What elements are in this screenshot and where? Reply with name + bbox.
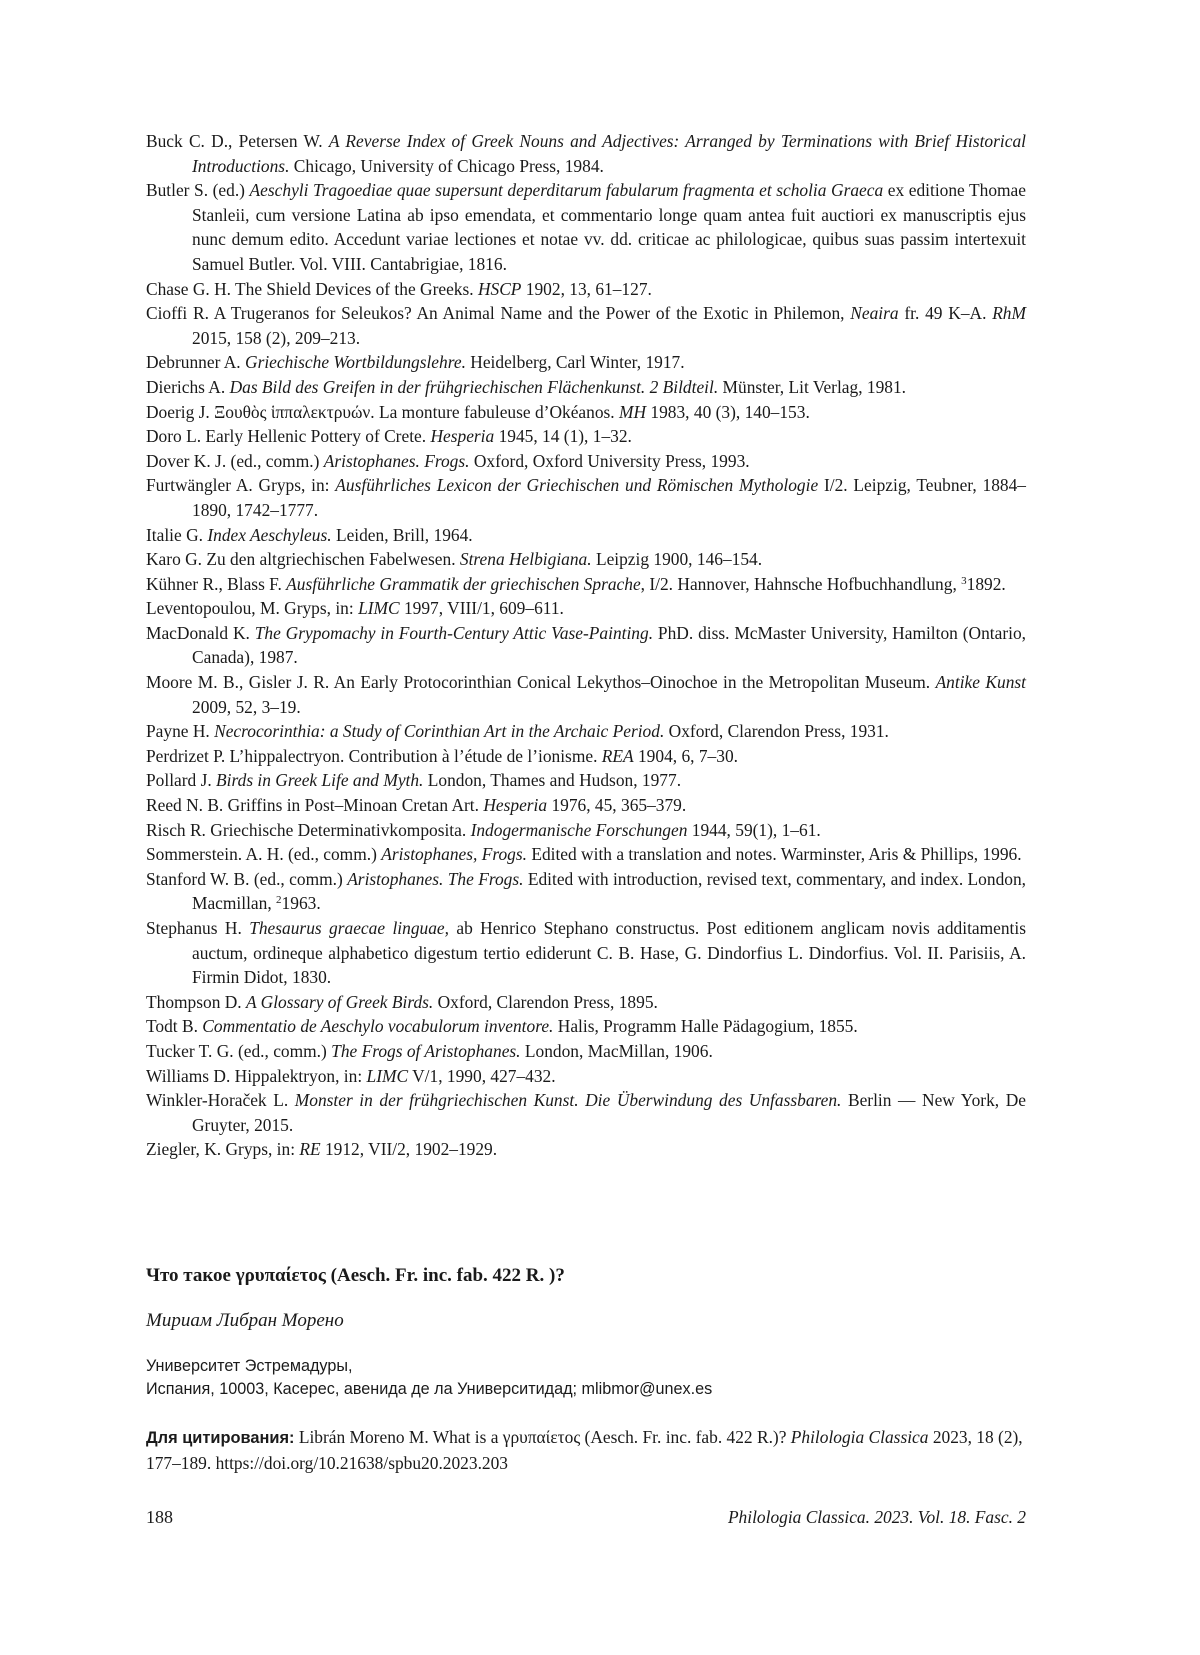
reference-text: I/2. Leipzig, Teubner, 1884–1890, 1742–1777. bbox=[192, 475, 1026, 520]
reference-text: 1902, 13, 61–127. bbox=[521, 278, 652, 299]
reference-text: Payne H. bbox=[146, 721, 215, 742]
reference-entry bbox=[146, 596, 1026, 621]
reference-text: Doro L. Early Hellenic Pottery of Crete. bbox=[146, 426, 431, 447]
reference-text: Chicago, University of Chicago Press, 1984. bbox=[289, 155, 604, 176]
reference-title: Hesperia bbox=[430, 426, 495, 447]
reference-entry bbox=[146, 178, 1026, 276]
reference-text: Perdrizet P. L’hippalectryon. Contribution à l’étude de l’ionisme. bbox=[146, 745, 602, 766]
reference-text: 1904, 6, 7–30. bbox=[633, 745, 738, 766]
reference-text: Williams D. Hippalektryon, in: bbox=[146, 1065, 367, 1086]
reference-text: 1997, VIII/1, 609–611. bbox=[399, 598, 564, 619]
reference-text: Sommerstein. A. H. (ed., comm.) bbox=[146, 844, 382, 865]
reference-entry bbox=[146, 1088, 1026, 1137]
reference-text: , I/2. Hannover, Hahnsche Hofbuchhandlung, bbox=[640, 573, 962, 594]
reference-entry bbox=[146, 842, 1026, 867]
reference-text: Ziegler, K. Gryps, in: bbox=[146, 1139, 300, 1160]
reference-text: Berlin — New York, De Gruyter, 2015. bbox=[192, 1090, 1026, 1135]
reference-text: Italie G. bbox=[146, 524, 208, 545]
reference-text: Winkler-Horaček L. bbox=[146, 1090, 295, 1111]
reference-text: Münster, Lit Verlag, 1981. bbox=[718, 376, 907, 397]
reference-text: 1944, 59(1), 1–61. bbox=[687, 819, 821, 840]
reference-text: 1892. bbox=[966, 573, 1006, 594]
reference-text: 1963. bbox=[281, 893, 321, 914]
reference-entry bbox=[146, 621, 1026, 670]
affiliation bbox=[146, 1355, 1026, 1401]
reference-text: Buck C. D., Petersen W. bbox=[146, 131, 329, 151]
reference-title: Strena Helbigiana. bbox=[459, 549, 592, 570]
reference-title: Birds in Greek Life and Myth. bbox=[216, 770, 424, 791]
reference-entry bbox=[146, 916, 1026, 990]
reference-text: Chase G. H. The Shield Devices of the Greeks. bbox=[146, 278, 478, 299]
reference-title: Aristophanes. The Frogs. bbox=[347, 868, 524, 889]
reference-title: Neaira bbox=[850, 303, 899, 324]
reference-text: 1912, VII/2, 1902–1929. bbox=[320, 1139, 498, 1160]
reference-title: LIMC bbox=[358, 598, 400, 619]
edition-superscript: 2 bbox=[276, 894, 282, 907]
reference-title: Indogermanische Forschungen bbox=[470, 819, 688, 840]
reference-title: Hesperia bbox=[483, 795, 548, 816]
reference-text: Debrunner A. bbox=[146, 352, 246, 373]
reference-entry bbox=[146, 818, 1026, 843]
reference-entry bbox=[146, 572, 1026, 597]
reference-title: RhM bbox=[992, 303, 1026, 324]
reference-entry bbox=[146, 867, 1026, 916]
affiliation-line: Испания, 10003, Касерес, авенида де ла Университидад; mlibmor@unex.es bbox=[146, 1380, 713, 1398]
reference-title: MH bbox=[619, 401, 647, 422]
citation bbox=[146, 1425, 1026, 1476]
reference-text: Doerig J. Ξουθὸς ἱππαλεκτρυών. La monture fabuleuse d’Okéanos. bbox=[146, 401, 619, 422]
reference-text: London, Thames and Hudson, 1977. bbox=[423, 770, 682, 791]
reference-title: Das Bild des Greifen in der frühgriechischen Flächenkunst. 2 Bildteil. bbox=[229, 376, 719, 397]
reference-text: Todt B. bbox=[146, 1016, 203, 1037]
reference-entry bbox=[146, 400, 1026, 425]
abstract-title: Что такое γρυπαίετος (Aesch. Fr. inc. fab. 422 R. )? bbox=[146, 1265, 565, 1286]
reference-title: Thesaurus graecae linguae, bbox=[249, 918, 449, 938]
reference-text: Leiden, Brill, 1964. bbox=[331, 524, 473, 545]
page-number: 188 bbox=[146, 1507, 173, 1527]
reference-entry bbox=[146, 768, 1026, 793]
reference-title: A Reverse Index of Greek Nouns and Adjectives: Arranged by Terminations with Brief Historical Introductions. bbox=[192, 131, 1026, 176]
citation-text: Librán Moreno M. What is a γρυπαίετος (Aesch. Fr. inc. fab. 422 R.)? bbox=[294, 1427, 791, 1447]
reference-text: Dover K. J. (ed., comm.) bbox=[146, 450, 324, 471]
reference-title: Commentatio de Aeschylo vocabulorum inventore. bbox=[202, 1016, 554, 1037]
reference-title: Monster in der frühgriechischen Kunst. Die Überwindung des Unfassbaren. bbox=[294, 1090, 842, 1111]
reference-text: 1945, 14 (1), 1–32. bbox=[494, 426, 632, 447]
reference-entry bbox=[146, 547, 1026, 572]
reference-text: ex editione Thomae Stanleii, cum versione Latina ab ipso emendata, et commentario longe quam antea fuit auctiori ex manuscriptis ejus nunc demum edito. Accedunt variae lectiones et notae vv. dd. criticae ac philologicae, quibus suas passim intertexuit Samuel Butler. Vol. VIII. Cantabrigiae, 1816. bbox=[192, 180, 1026, 274]
reference-list bbox=[146, 129, 1026, 1162]
reference-text: ab Henrico Stephano constructus. Post editionem anglicam novis additamentis auctum, ordineque alphabetico digestum tertio ediderunt C. B. Hase, G. Dindorfius L. Dindorfius. Vol. II. Parisiis, A. Firmin Didot, 1830. bbox=[192, 918, 1026, 988]
reference-entry bbox=[146, 1137, 1026, 1162]
citation-journal: Philologia Classica bbox=[790, 1427, 929, 1447]
reference-text: Reed N. B. Griffins in Post–Minoan Cretan Art. bbox=[146, 795, 484, 816]
reference-text: 2015, 158 (2), 209–213. bbox=[192, 327, 361, 348]
reference-text: Butler S. (ed.) bbox=[146, 180, 250, 201]
reference-text: 2009, 52, 3–19. bbox=[192, 696, 301, 717]
reference-text: V/1, 1990, 427–432. bbox=[408, 1065, 556, 1086]
reference-text: fr. 49 K–A. bbox=[898, 303, 993, 324]
reference-title: Griechische Wortbildungslehre. bbox=[245, 352, 466, 373]
author-name: Мириам Либран Морено bbox=[146, 1310, 344, 1331]
reference-entry bbox=[146, 990, 1026, 1015]
reference-title: Necrocorinthia: a Study of Corinthian Art in the Archaic Period. bbox=[214, 721, 665, 742]
reference-text: PhD. diss. McMaster University, Hamilton (Ontario, Canada), 1987. bbox=[192, 622, 1026, 668]
reference-title: The Grypomachy in Fourth-Century Attic Vase-Painting. bbox=[254, 622, 654, 643]
reference-entry bbox=[146, 670, 1026, 719]
edition-superscript: 3 bbox=[961, 574, 967, 587]
reference-text: Cioffi R. A Trugeranos for Seleukos? An Animal Name and the Power of the Exotic in Philemon, bbox=[146, 303, 851, 324]
reference-text: Thompson D. bbox=[146, 991, 246, 1012]
reference-entry bbox=[146, 350, 1026, 375]
reference-text: Tucker T. G. (ed., comm.) bbox=[146, 1040, 332, 1061]
reference-text: Stanford W. B. (ed., comm.) bbox=[146, 868, 348, 889]
reference-text: Karo G. Zu den altgriechischen Fabelwesen. bbox=[146, 549, 460, 570]
reference-title: REA bbox=[601, 745, 634, 766]
reference-entry bbox=[146, 793, 1026, 818]
reference-entry bbox=[146, 277, 1026, 302]
reference-entry bbox=[146, 1039, 1026, 1064]
reference-text: Heidelberg, Carl Winter, 1917. bbox=[465, 352, 685, 373]
reference-text: 1983, 40 (3), 140–153. bbox=[646, 401, 810, 422]
reference-entry bbox=[146, 719, 1026, 744]
reference-title: Index Aeschyleus. bbox=[207, 524, 332, 545]
reference-text: Dierichs A. bbox=[146, 376, 230, 397]
reference-title: The Frogs of Aristophanes. bbox=[331, 1040, 521, 1061]
reference-entry bbox=[146, 1014, 1026, 1039]
reference-text: 1976, 45, 365–379. bbox=[547, 795, 687, 816]
reference-title: Aeschyli Tragoediae quae supersunt deperditarum fabularum fragmenta et scholia Graeca bbox=[249, 180, 884, 201]
reference-title: A Glossary of Greek Birds. bbox=[246, 991, 434, 1012]
reference-text: Pollard J. bbox=[146, 770, 217, 791]
reference-title: RE bbox=[299, 1139, 321, 1160]
reference-entry bbox=[146, 301, 1026, 350]
reference-text: Halis, Programm Halle Pädagogium, 1855. bbox=[553, 1016, 858, 1037]
reference-title: Ausführliches Lexicon der Griechischen und Römischen Mythologie bbox=[335, 475, 819, 496]
reference-entry bbox=[146, 375, 1026, 400]
reference-title: HSCP bbox=[477, 278, 522, 299]
reference-text: Risch R. Griechische Determinativkomposita. bbox=[146, 819, 471, 840]
reference-title: LIMC bbox=[366, 1065, 409, 1086]
reference-entry bbox=[146, 424, 1026, 449]
citation-details: 2023, 18 (2), 177–189. https://doi.org/10.21638/spbu20.2023.203 bbox=[146, 1427, 1023, 1473]
reference-entry bbox=[146, 473, 1026, 522]
reference-title: Ausführliche Grammatik der griechischen Sprache bbox=[286, 573, 641, 594]
reference-entry bbox=[146, 1064, 1026, 1089]
reference-entry bbox=[146, 449, 1026, 474]
reference-text: Edited with a translation and notes. Warminster, Aris & Phillips, 1996. bbox=[526, 844, 1022, 865]
reference-text: Edited with introduction, revised text, commentary, and index. London, Macmillan, bbox=[192, 868, 1027, 914]
reference-entry bbox=[146, 129, 1026, 178]
reference-text: Kühner R., Blass F. bbox=[146, 573, 287, 594]
running-head: Philologia Classica. 2023. Vol. 18. Fasc. 2 bbox=[727, 1507, 1026, 1527]
reference-text: Oxford, Oxford University Press, 1993. bbox=[469, 450, 750, 471]
reference-text: Leipzig 1900, 146–154. bbox=[591, 549, 763, 570]
reference-entry bbox=[146, 744, 1026, 769]
reference-text: Moore M. B., Gisler J. R. An Early Protocorinthian Conical Lekythos–Oinochoe in the Metropolitan Museum. bbox=[146, 672, 936, 693]
reference-text: Oxford, Clarendon Press, 1931. bbox=[664, 721, 889, 742]
reference-title: Aristophanes. Frogs. bbox=[323, 450, 470, 471]
reference-entry bbox=[146, 523, 1026, 548]
reference-text: Stephanus H. bbox=[146, 918, 250, 938]
reference-text: London, MacMillan, 1906. bbox=[520, 1040, 713, 1061]
reference-title: Aristophanes, Frogs. bbox=[381, 844, 527, 865]
reference-title: Antike Kunst bbox=[935, 672, 1027, 693]
reference-text: MacDonald K. bbox=[146, 622, 255, 643]
reference-text: Oxford, Clarendon Press, 1895. bbox=[433, 991, 658, 1012]
reference-text: Furtwängler A. Gryps, in: bbox=[146, 475, 336, 496]
citation-label: Для цитирования: bbox=[146, 1429, 295, 1447]
affiliation-line: Университет Эстремадуры, bbox=[146, 1357, 353, 1375]
reference-text: Leventopoulou, M. Gryps, in: bbox=[146, 598, 359, 619]
